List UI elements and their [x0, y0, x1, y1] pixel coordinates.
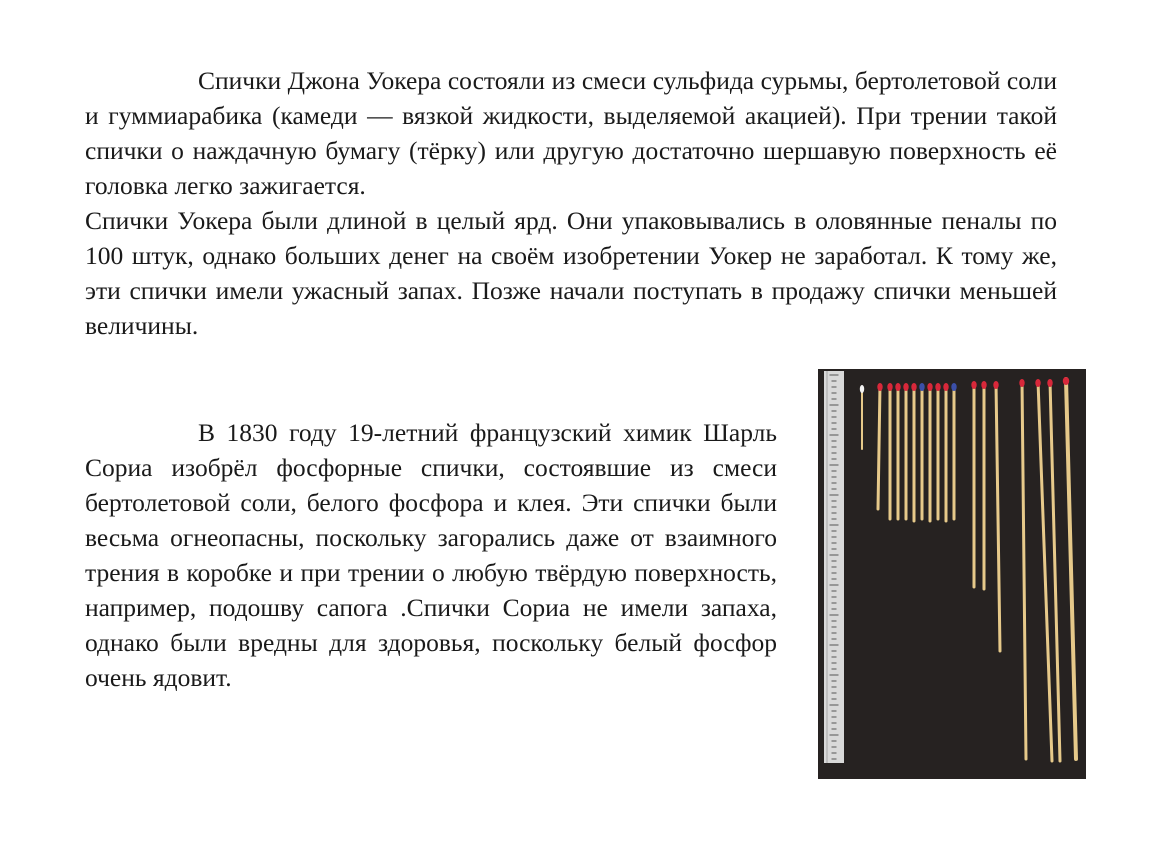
match-sticks — [860, 377, 1076, 761]
match-head — [1047, 379, 1052, 387]
paragraph-walker-composition: Спички Джона Уокера состояли из смеси сульфида сурьмы, бертолетовой соли и гуммиарабика (камеди — вязкой жидкости, выделяемой акацией). При трении такой спички о наждачную бумагу (тёрку) или другую достаточно шершавую поверхность её головка легко зажигается. — [85, 66, 1057, 200]
match-head — [993, 381, 998, 389]
match-stick — [1066, 379, 1076, 759]
match-head — [903, 383, 908, 391]
match-head — [1063, 377, 1069, 385]
match-stick — [996, 383, 1000, 651]
match-head — [1035, 379, 1040, 387]
match-head — [943, 383, 948, 391]
match-head — [1019, 379, 1024, 387]
match-head — [887, 383, 892, 391]
match-stick — [1022, 381, 1026, 759]
match-head — [911, 383, 916, 391]
match-head — [895, 383, 900, 391]
match-head — [877, 383, 882, 391]
match-head — [860, 385, 864, 393]
match-head — [927, 383, 932, 391]
paragraph-sauria: В 1830 году 19-летний французский химик Шарль Сориа изобрёл фосфорные спички, состоявшие из смеси бертолетовой соли, белого фосфора и клея. Эти спички были весьма огнеопасны, поскольку загорались даже от взаимного трения в коробке и при трении о любую твёрдую поверхность, например, подошву сапога .Спички Сориа не имели запаха, однако были вредны для здоровья, поскольку белый фосфор очень ядовит. — [85, 418, 777, 692]
matches-photo — [818, 369, 1086, 779]
match-stick — [1038, 381, 1052, 761]
ruler — [824, 371, 844, 763]
match-head — [935, 383, 940, 391]
match-stick — [878, 385, 880, 509]
match-stick — [1050, 381, 1060, 761]
match-head — [919, 383, 924, 391]
match-head — [951, 383, 956, 391]
match-head — [981, 381, 986, 389]
paragraph-walker-length: Спички Уокера были длиной в целый ярд. Они упаковывались в оловянные пеналы по 100 штук, однако больших денег на своём изобретении Уокер не заработал. К тому же, эти спички имели ужасный запах. Позже начали поступать в продажу спички меньшей величины. — [85, 206, 1057, 340]
match-head — [971, 381, 976, 389]
